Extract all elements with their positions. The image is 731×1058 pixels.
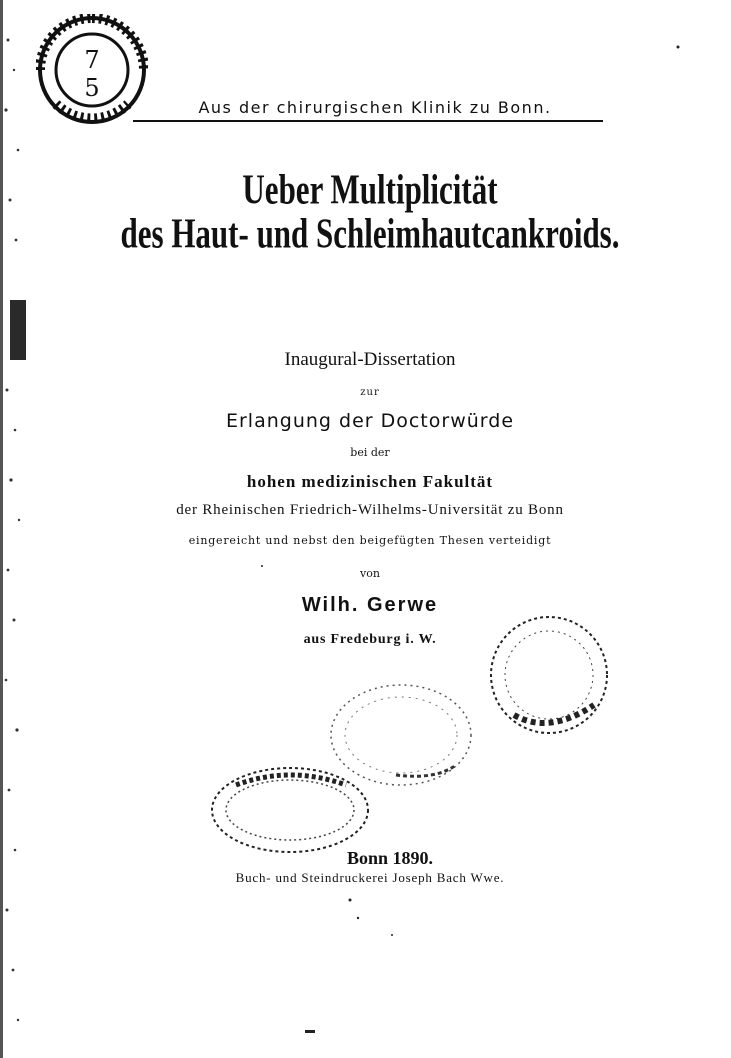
binding-shadow [10, 300, 26, 360]
submitted-text: eingereicht und nebst den beigefügten Thesen verteidigt [188, 534, 552, 547]
zur-text: zur [360, 387, 380, 398]
stamp-number-bottom: 5 [84, 74, 100, 102]
von-text: von [360, 567, 380, 580]
header-rule [133, 120, 603, 122]
stamp-number-top: 7 [84, 46, 100, 74]
dissertation-type: Inaugural-Dissertation [284, 349, 456, 370]
round-stamp-right [484, 610, 614, 740]
oval-stamp-lower [206, 760, 374, 860]
title-line-2: des Haut- und Schleimhautcankroids. [120, 209, 620, 257]
institution-header: Aus der chirurgischen Klinik zu Bonn. [198, 98, 552, 117]
binding-edge [0, 0, 26, 1058]
author-origin: aus Fredeburg i. W. [303, 632, 437, 647]
university-text: der Rheinischen Friedrich-Wilhelms-Universität zu Bonn [176, 502, 564, 518]
library-stamp [36, 14, 148, 126]
place-date: Bonn 1890. [346, 848, 434, 868]
author-name: Wilh. Gerwe [301, 594, 439, 616]
bei-der-text: bei der [350, 446, 390, 459]
printer-text: Buch- und Steindruckerei Joseph Bach Wwe. [235, 870, 505, 885]
purpose-text: Erlangung der Doctorwürde [225, 410, 515, 432]
faculty-text: hohen medizinischen Fakultät [246, 472, 494, 491]
title-line-1: Ueber Multiplicität [242, 165, 498, 213]
